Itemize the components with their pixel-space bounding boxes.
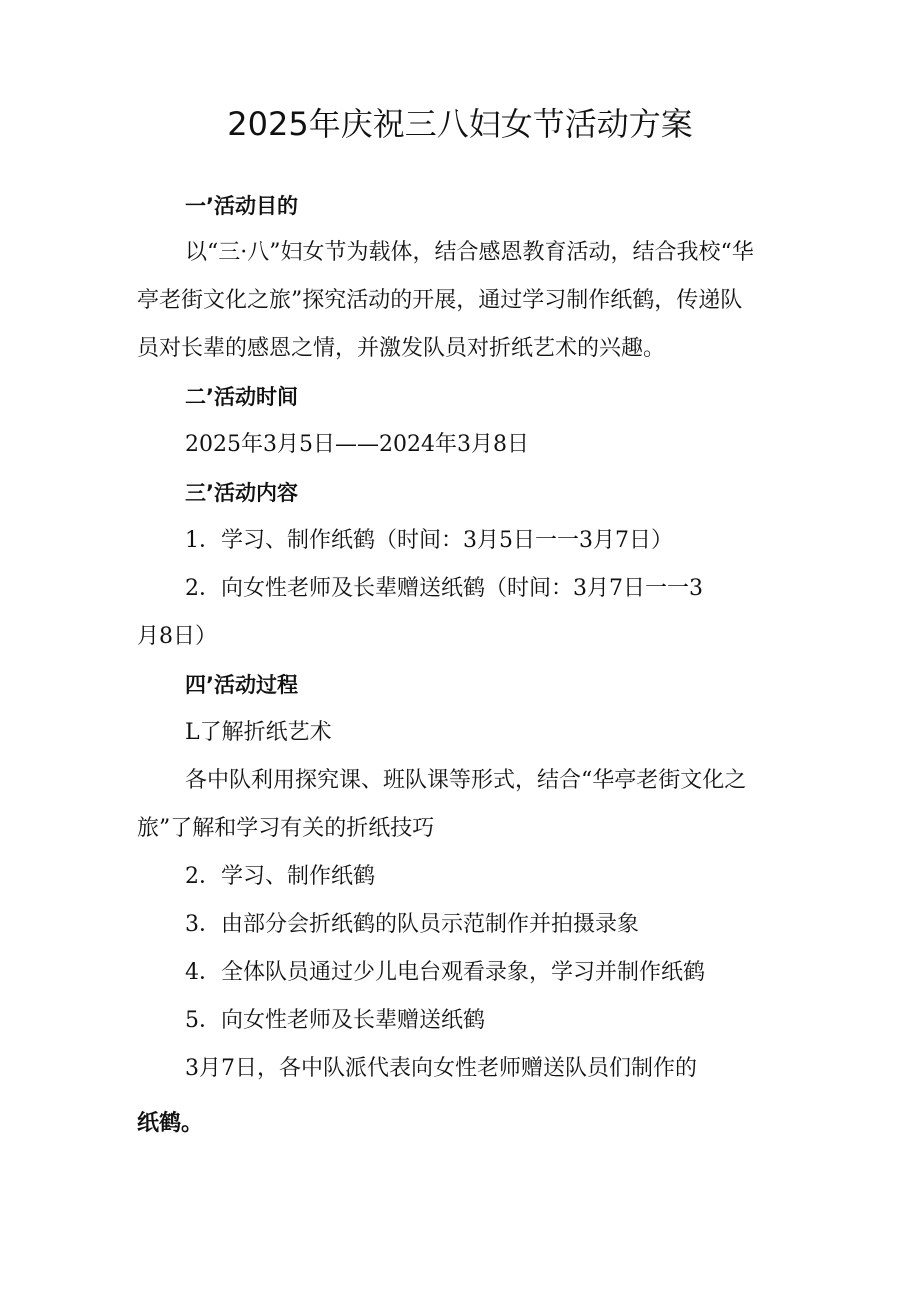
- paragraph-line: 员对长辈的感恩之情，并激发队员对折纸艺术的兴趣。: [137, 336, 666, 361]
- paragraph-line: 旅”了解和学习有关的折纸技巧: [137, 816, 435, 841]
- paragraph-line: 亭老街文化之旅”探究活动的开展，通过学习制作纸鹤，传递队: [137, 288, 743, 313]
- list-item: L了解折纸艺术: [185, 720, 332, 745]
- section-heading-process: 四’活动过程: [185, 673, 298, 697]
- section-heading-content: 三’活动内容: [185, 481, 298, 505]
- list-item: 3．由部分会折纸鹤的队员示范制作并拍摄录象: [185, 912, 639, 937]
- paragraph-line: 各中队利用探究课、班队课等形式，结合“华亭老街文化之: [185, 768, 747, 793]
- document-title: 2025年庆祝三八妇女节活动方案: [227, 105, 693, 143]
- paragraph-line: 以“三·八”妇女节为载体，结合感恩教育活动，结合我校“华: [185, 240, 754, 265]
- list-item: 4．全体队员通过少儿电台观看录象，学习并制作纸鹤: [185, 960, 705, 985]
- paragraph-line-final: 纸鹤。: [137, 1110, 204, 1136]
- paragraph-line: 3月7日，各中队派代表向女性老师赠送队员们制作的: [185, 1056, 697, 1081]
- section-heading-purpose: 一’活动目的: [185, 194, 298, 218]
- list-item: 2．学习、制作纸鹤: [185, 864, 375, 889]
- section-heading-time: 二’活动时间: [185, 385, 298, 409]
- paragraph-line: 2025年3月5日——2024年3月8日: [185, 432, 529, 457]
- list-item: 1．学习、制作纸鹤（时间：3月5日一一3月7日）: [185, 528, 673, 553]
- list-item-continuation: 月8日）: [137, 624, 217, 649]
- list-item: 5．向女性老师及长辈赠送纸鹤: [185, 1008, 485, 1033]
- list-item: 2．向女性老师及长辈赠送纸鹤（时间：3月7日一一3: [185, 576, 703, 601]
